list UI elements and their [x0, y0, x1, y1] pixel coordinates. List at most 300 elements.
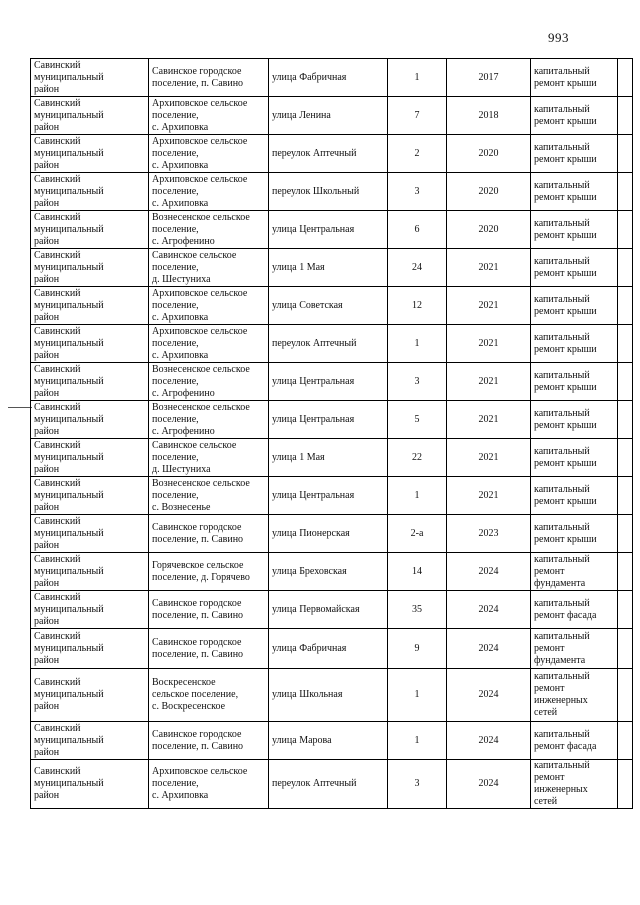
- work-type-cell: [531, 629, 618, 669]
- work-type-cell-line: ремонт: [534, 772, 565, 783]
- street-cell: улица Центральная: [269, 211, 388, 249]
- settlement-cell-line: с. Архиповка: [152, 311, 209, 323]
- settlement-cell-line: поселение, п. Савино: [152, 740, 244, 752]
- district-cell: [31, 669, 149, 722]
- district-cell-line: район: [34, 577, 60, 589]
- table-row: [31, 553, 633, 591]
- settlement-cell: [149, 760, 269, 809]
- year-cell: 2024: [447, 591, 531, 629]
- district-cell-line: муниципальный: [34, 337, 104, 349]
- settlement-cell-line: с. Воскресенское: [152, 701, 226, 712]
- settlement-cell-line: Архиповское сельское: [152, 97, 248, 109]
- street-cell: улица Ленина: [269, 97, 388, 135]
- district-cell-line: район: [34, 387, 60, 399]
- work-type-cell: [531, 249, 618, 287]
- work-type-cell: [531, 173, 618, 211]
- street-cell: улица Марова: [269, 722, 388, 760]
- empty-cell: [618, 287, 633, 325]
- settlement-cell-line: с. Архиповка: [152, 197, 209, 209]
- street-cell: улица 1 Мая: [269, 439, 388, 477]
- year-cell: 2024: [447, 669, 531, 722]
- table-row: [31, 515, 633, 553]
- district-cell-line: Савинский: [34, 553, 81, 565]
- work-type-cell: [531, 515, 618, 553]
- district-cell: [31, 439, 149, 477]
- work-type-cell-line: капитальный: [534, 103, 590, 115]
- settlement-cell-line: Горячевское сельское: [152, 559, 244, 571]
- work-type-cell-line: ремонт крыши: [534, 305, 597, 317]
- table-row: [31, 629, 633, 669]
- district-cell-line: район: [34, 615, 60, 627]
- district-cell: [31, 401, 149, 439]
- settlement-cell-line: с. Архиповка: [152, 790, 209, 801]
- year-cell: 2024: [447, 629, 531, 669]
- empty-cell: [618, 59, 633, 97]
- work-type-cell-line: капитальный: [534, 521, 590, 533]
- year-cell: 2023: [447, 515, 531, 553]
- settlement-cell-line: Архиповское сельское: [152, 135, 248, 147]
- settlement-cell-line: Архиповское сельское: [152, 766, 248, 777]
- settlement-cell-line: с. Архиповка: [152, 121, 209, 133]
- district-cell: [31, 249, 149, 287]
- district-cell-line: Савинский: [34, 363, 81, 375]
- settlement-cell-line: Архиповское сельское: [152, 173, 248, 185]
- table-row: [31, 669, 633, 722]
- district-cell-line: район: [34, 349, 60, 361]
- work-type-cell-line: капитальный: [534, 553, 590, 565]
- work-type-cell: [531, 97, 618, 135]
- work-type-cell-line: ремонт крыши: [534, 419, 597, 431]
- work-type-cell-line: ремонт крыши: [534, 153, 597, 165]
- settlement-cell-line: Савинское городское: [152, 728, 242, 740]
- house-number-cell: 9: [388, 629, 447, 669]
- district-cell-line: Савинский: [34, 515, 81, 527]
- district-cell: [31, 477, 149, 515]
- year-cell: 2021: [447, 287, 531, 325]
- settlement-cell-line: поселение,: [152, 299, 199, 311]
- work-type-cell-line: капитальный: [534, 671, 590, 682]
- empty-cell: [618, 211, 633, 249]
- street-cell: улица Фабричная: [269, 629, 388, 669]
- district-cell-line: муниципальный: [34, 451, 104, 463]
- settlement-cell-line: поселение, п. Савино: [152, 77, 244, 89]
- district-cell-line: Савинский: [34, 249, 81, 261]
- district-cell: [31, 287, 149, 325]
- work-type-cell: [531, 211, 618, 249]
- work-type-cell-line: ремонт: [534, 565, 565, 577]
- district-cell-line: район: [34, 746, 60, 758]
- settlement-cell: [149, 669, 269, 722]
- district-cell-line: район: [34, 501, 60, 513]
- settlement-cell-line: с. Архиповка: [152, 159, 209, 171]
- work-type-cell-line: капитальный: [534, 179, 590, 191]
- settlement-cell-line: поселение,: [152, 375, 199, 387]
- settlement-cell-line: поселение,: [152, 185, 199, 197]
- table-row: [31, 249, 633, 287]
- settlement-cell: [149, 173, 269, 211]
- district-cell-line: Савинский: [34, 173, 81, 185]
- year-cell: 2021: [447, 363, 531, 401]
- settlement-cell-line: с. Агрофенино: [152, 235, 215, 247]
- settlement-cell: [149, 135, 269, 173]
- house-number-cell: 2: [388, 135, 447, 173]
- district-cell: [31, 760, 149, 809]
- settlement-cell-line: поселение,: [152, 147, 199, 159]
- settlement-cell: [149, 477, 269, 515]
- house-number-cell: 7: [388, 97, 447, 135]
- work-type-cell: [531, 401, 618, 439]
- table-row: [31, 477, 633, 515]
- work-type-cell-line: сетей: [534, 707, 558, 718]
- settlement-cell-line: поселение,: [152, 223, 199, 235]
- work-type-cell: [531, 59, 618, 97]
- margin-mark: [8, 407, 32, 408]
- district-cell-line: муниципальный: [34, 185, 104, 197]
- district-cell: [31, 515, 149, 553]
- district-cell-line: Савинский: [34, 477, 81, 489]
- table-row: [31, 760, 633, 809]
- settlement-cell: [149, 363, 269, 401]
- work-type-cell-line: ремонт: [534, 642, 565, 654]
- settlement-cell-line: Савинское городское: [152, 521, 242, 533]
- district-cell-line: район: [34, 701, 60, 712]
- district-cell: [31, 173, 149, 211]
- house-number-cell: 5: [388, 401, 447, 439]
- work-type-cell-line: ремонт крыши: [534, 457, 597, 469]
- district-cell-line: муниципальный: [34, 527, 104, 539]
- settlement-cell: [149, 59, 269, 97]
- district-cell-line: муниципальный: [34, 299, 104, 311]
- district-cell-line: муниципальный: [34, 642, 104, 654]
- settlement-cell-line: Савинское сельское: [152, 439, 237, 451]
- settlement-cell: [149, 439, 269, 477]
- page-number: 993: [548, 30, 569, 45]
- work-type-cell-line: ремонт крыши: [534, 115, 597, 127]
- house-number-cell: 12: [388, 287, 447, 325]
- table-row: [31, 59, 633, 97]
- house-number-cell: 6: [388, 211, 447, 249]
- work-type-cell-line: ремонт фасада: [534, 740, 597, 752]
- work-type-cell-line: ремонт крыши: [534, 381, 597, 393]
- settlement-cell-line: Архиповское сельское: [152, 325, 248, 337]
- street-cell: переулок Аптечный: [269, 760, 388, 809]
- table-row: [31, 591, 633, 629]
- district-cell-line: Савинский: [34, 59, 81, 71]
- house-number-cell: 1: [388, 722, 447, 760]
- work-type-cell-line: инженерных: [534, 784, 588, 795]
- year-cell: 2020: [447, 135, 531, 173]
- settlement-cell-line: поселение,: [152, 451, 199, 463]
- work-type-cell: [531, 669, 618, 722]
- work-type-cell-line: ремонт крыши: [534, 229, 597, 241]
- year-cell: 2024: [447, 760, 531, 809]
- settlement-cell-line: поселение, п. Савино: [152, 609, 244, 621]
- empty-cell: [618, 97, 633, 135]
- work-type-cell-line: капитальный: [534, 728, 590, 740]
- street-cell: улица 1 Мая: [269, 249, 388, 287]
- settlement-cell-line: Вознесенское сельское: [152, 363, 250, 375]
- district-cell-line: Савинский: [34, 287, 81, 299]
- table-row: [31, 173, 633, 211]
- district-cell: [31, 591, 149, 629]
- district-cell-line: муниципальный: [34, 147, 104, 159]
- district-cell-line: Савинский: [34, 97, 81, 109]
- empty-cell: [618, 363, 633, 401]
- settlement-cell: [149, 722, 269, 760]
- table-row: [31, 97, 633, 135]
- work-type-cell-line: ремонт крыши: [534, 495, 597, 507]
- year-cell: 2021: [447, 325, 531, 363]
- district-cell-line: район: [34, 463, 60, 475]
- settlement-cell-line: Вознесенское сельское: [152, 401, 250, 413]
- work-type-cell-line: ремонт крыши: [534, 343, 597, 355]
- settlement-cell-line: Архиповское сельское: [152, 287, 248, 299]
- house-number-cell: 3: [388, 173, 447, 211]
- empty-cell: [618, 477, 633, 515]
- table-row: [31, 401, 633, 439]
- settlement-cell-line: д. Шестуниха: [152, 463, 211, 475]
- settlement-cell-line: д. Шестуниха: [152, 273, 211, 285]
- empty-cell: [618, 173, 633, 211]
- empty-cell: [618, 669, 633, 722]
- house-number-cell: 1: [388, 669, 447, 722]
- empty-cell: [618, 325, 633, 363]
- empty-cell: [618, 760, 633, 809]
- work-type-cell-line: ремонт крыши: [534, 533, 597, 545]
- house-number-cell: 1: [388, 59, 447, 97]
- repair-schedule-table: [30, 58, 633, 809]
- district-cell: [31, 722, 149, 760]
- district-cell-line: район: [34, 654, 60, 666]
- year-cell: 2021: [447, 249, 531, 287]
- street-cell: улица Центральная: [269, 401, 388, 439]
- settlement-cell-line: поселение,: [152, 489, 199, 501]
- district-cell-line: муниципальный: [34, 689, 104, 700]
- district-cell-line: муниципальный: [34, 565, 104, 577]
- district-cell: [31, 363, 149, 401]
- empty-cell: [618, 629, 633, 669]
- work-type-cell-line: капитальный: [534, 760, 590, 771]
- street-cell: переулок Аптечный: [269, 325, 388, 363]
- year-cell: 2021: [447, 477, 531, 515]
- district-cell-line: Савинский: [34, 211, 81, 223]
- district-cell: [31, 97, 149, 135]
- work-type-cell-line: ремонт крыши: [534, 191, 597, 203]
- year-cell: 2024: [447, 722, 531, 760]
- district-cell-line: район: [34, 539, 60, 551]
- work-type-cell-line: фундамента: [534, 654, 586, 666]
- house-number-cell: 2-а: [388, 515, 447, 553]
- work-type-cell-line: фундамента: [534, 577, 586, 589]
- settlement-cell-line: Савинское городское: [152, 597, 242, 609]
- year-cell: 2017: [447, 59, 531, 97]
- street-cell: переулок Аптечный: [269, 135, 388, 173]
- settlement-cell-line: поселение,: [152, 778, 199, 789]
- district-cell-line: район: [34, 425, 60, 437]
- empty-cell: [618, 722, 633, 760]
- work-type-cell: [531, 363, 618, 401]
- district-cell: [31, 629, 149, 669]
- work-type-cell: [531, 477, 618, 515]
- district-cell: [31, 59, 149, 97]
- district-cell-line: Савинский: [34, 591, 81, 603]
- house-number-cell: 1: [388, 477, 447, 515]
- empty-cell: [618, 135, 633, 173]
- settlement-cell-line: сельское поселение,: [152, 689, 239, 700]
- table-body: [31, 59, 633, 809]
- district-cell-line: район: [34, 159, 60, 171]
- settlement-cell: [149, 249, 269, 287]
- settlement-cell-line: с. Вознесенье: [152, 501, 211, 513]
- settlement-cell: [149, 629, 269, 669]
- house-number-cell: 3: [388, 760, 447, 809]
- district-cell-line: муниципальный: [34, 413, 104, 425]
- table-row: [31, 135, 633, 173]
- settlement-cell-line: с. Агрофенино: [152, 425, 215, 437]
- work-type-cell: [531, 722, 618, 760]
- district-cell-line: Савинский: [34, 401, 81, 413]
- district-cell-line: муниципальный: [34, 261, 104, 273]
- table-row: [31, 287, 633, 325]
- work-type-cell-line: сетей: [534, 796, 558, 807]
- settlement-cell: [149, 211, 269, 249]
- street-cell: улица Пионерская: [269, 515, 388, 553]
- district-cell-line: Савинский: [34, 135, 81, 147]
- settlement-cell-line: поселение, п. Савино: [152, 648, 244, 660]
- street-cell: улица Бреховская: [269, 553, 388, 591]
- work-type-cell-line: капитальный: [534, 483, 590, 495]
- empty-cell: [618, 553, 633, 591]
- work-type-cell-line: капитальный: [534, 597, 590, 609]
- table-row: [31, 363, 633, 401]
- house-number-cell: 3: [388, 363, 447, 401]
- work-type-cell-line: капитальный: [534, 217, 590, 229]
- work-type-cell-line: капитальный: [534, 65, 590, 77]
- district-cell-line: район: [34, 790, 60, 801]
- work-type-cell-line: капитальный: [534, 255, 590, 267]
- settlement-cell-line: Савинское городское: [152, 636, 242, 648]
- work-type-cell-line: капитальный: [534, 407, 590, 419]
- settlement-cell-line: Савинское сельское: [152, 249, 237, 261]
- year-cell: 2024: [447, 553, 531, 591]
- settlement-cell-line: поселение, д. Горячево: [152, 571, 250, 583]
- house-number-cell: 14: [388, 553, 447, 591]
- settlement-cell-line: с. Агрофенино: [152, 387, 215, 399]
- work-type-cell: [531, 553, 618, 591]
- work-type-cell: [531, 439, 618, 477]
- district-cell-line: район: [34, 83, 60, 95]
- house-number-cell: 22: [388, 439, 447, 477]
- work-type-cell-line: капитальный: [534, 141, 590, 153]
- settlement-cell-line: поселение,: [152, 413, 199, 425]
- work-type-cell-line: капитальный: [534, 331, 590, 343]
- year-cell: 2018: [447, 97, 531, 135]
- street-cell: улица Центральная: [269, 363, 388, 401]
- empty-cell: [618, 515, 633, 553]
- district-cell: [31, 135, 149, 173]
- empty-cell: [618, 401, 633, 439]
- settlement-cell-line: поселение, п. Савино: [152, 533, 244, 545]
- district-cell-line: муниципальный: [34, 375, 104, 387]
- district-cell-line: Савинский: [34, 630, 81, 642]
- district-cell-line: Савинский: [34, 722, 81, 734]
- district-cell-line: район: [34, 273, 60, 285]
- work-type-cell-line: капитальный: [534, 369, 590, 381]
- work-type-cell-line: капитальный: [534, 630, 590, 642]
- year-cell: 2020: [447, 211, 531, 249]
- work-type-cell: [531, 287, 618, 325]
- settlement-cell-line: с. Архиповка: [152, 349, 209, 361]
- year-cell: 2021: [447, 401, 531, 439]
- district-cell-line: Савинский: [34, 766, 81, 777]
- settlement-cell-line: поселение,: [152, 261, 199, 273]
- district-cell-line: муниципальный: [34, 603, 104, 615]
- house-number-cell: 24: [388, 249, 447, 287]
- settlement-cell: [149, 287, 269, 325]
- settlement-cell: [149, 553, 269, 591]
- work-type-cell: [531, 135, 618, 173]
- work-type-cell: [531, 760, 618, 809]
- year-cell: 2021: [447, 439, 531, 477]
- work-type-cell: [531, 591, 618, 629]
- empty-cell: [618, 249, 633, 287]
- house-number-cell: 35: [388, 591, 447, 629]
- settlement-cell-line: Воскресенское: [152, 677, 216, 688]
- district-cell-line: муниципальный: [34, 734, 104, 746]
- street-cell: улица Первомайская: [269, 591, 388, 629]
- settlement-cell: [149, 591, 269, 629]
- district-cell-line: муниципальный: [34, 489, 104, 501]
- street-cell: улица Фабричная: [269, 59, 388, 97]
- settlement-cell-line: Савинское городское: [152, 65, 242, 77]
- settlement-cell-line: поселение,: [152, 337, 199, 349]
- table-row: [31, 325, 633, 363]
- district-cell-line: район: [34, 235, 60, 247]
- street-cell: улица Советская: [269, 287, 388, 325]
- settlement-cell: [149, 515, 269, 553]
- empty-cell: [618, 439, 633, 477]
- district-cell: [31, 325, 149, 363]
- street-cell: улица Школьная: [269, 669, 388, 722]
- district-cell: [31, 211, 149, 249]
- district-cell-line: район: [34, 197, 60, 209]
- settlement-cell-line: Вознесенское сельское: [152, 477, 250, 489]
- settlement-cell: [149, 325, 269, 363]
- year-cell: 2020: [447, 173, 531, 211]
- settlement-cell: [149, 97, 269, 135]
- district-cell-line: район: [34, 121, 60, 133]
- empty-cell: [618, 591, 633, 629]
- table-row: [31, 211, 633, 249]
- table-row: [31, 439, 633, 477]
- settlement-cell: [149, 401, 269, 439]
- district-cell-line: муниципальный: [34, 223, 104, 235]
- district-cell-line: муниципальный: [34, 778, 104, 789]
- district-cell-line: муниципальный: [34, 109, 104, 121]
- street-cell: переулок Школьный: [269, 173, 388, 211]
- street-cell: улица Центральная: [269, 477, 388, 515]
- work-type-cell-line: капитальный: [534, 293, 590, 305]
- work-type-cell-line: ремонт фасада: [534, 609, 597, 621]
- settlement-cell-line: поселение,: [152, 109, 199, 121]
- work-type-cell-line: капитальный: [534, 445, 590, 457]
- district-cell-line: Савинский: [34, 439, 81, 451]
- work-type-cell-line: ремонт крыши: [534, 267, 597, 279]
- district-cell: [31, 553, 149, 591]
- table-row: [31, 722, 633, 760]
- work-type-cell-line: ремонт крыши: [534, 77, 597, 89]
- work-type-cell: [531, 325, 618, 363]
